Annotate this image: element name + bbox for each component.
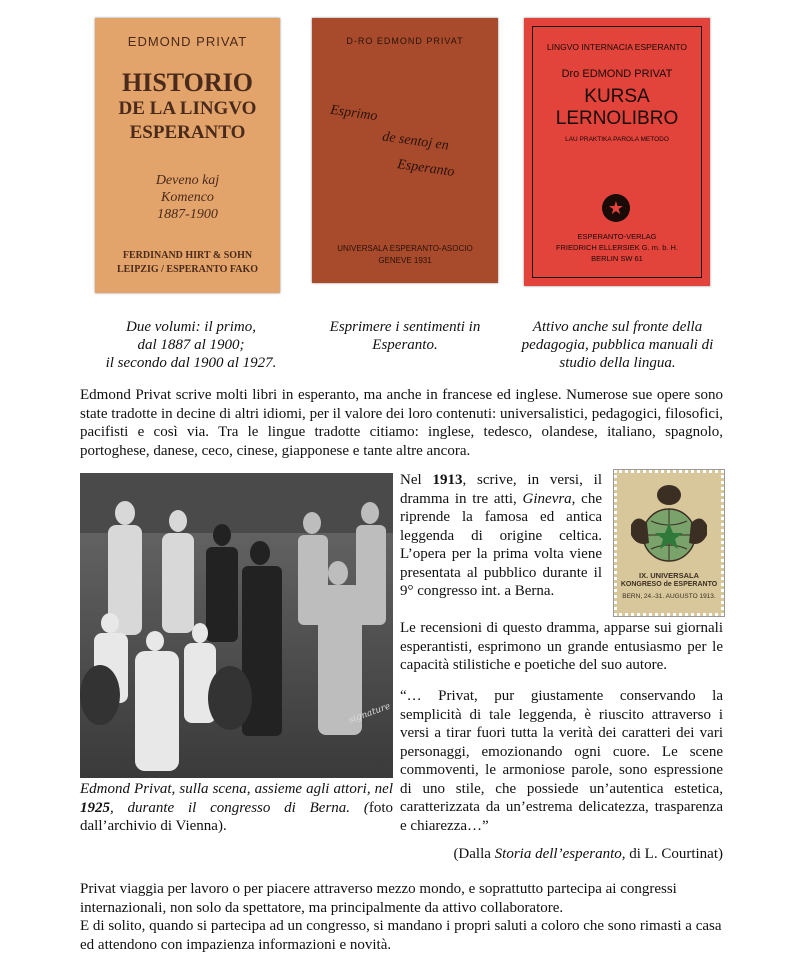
stamp-line: BERN, 24.-31. AUGUSTO 1913. [622,593,716,600]
book-title-line: HISTORIO [121,68,253,97]
photo-caption-credit: foto dall’archivio di Vienna). [80,799,393,834]
book-title-line: Esprimo [329,102,379,125]
book-subtitle: Komenco [161,190,214,205]
review-quote: “… Privat, pur giustamente conservando la semplicità di tale leggenda, è riuscito attraverso i versi a tirar fuori tutta la verità dei caratteri dei vari personaggi, emozionando ogni cuore. Le scene commoventi, le armoniose parole, sono espressione di uno stile, che possiede un’autentica estetica, caratterizzata da un’estrema delicatezza, trasparenza e chiarezza…” [400,688,723,834]
star-emblem-icon: ★ [602,194,630,222]
caption-book1 [80,318,302,372]
book-series: LINGVO INTERNACIA ESPERANTO [546,42,688,52]
book-cover-esprimo [312,18,498,283]
actors-photo-illustration [80,473,393,778]
outro-paragraph-1: Privat viaggia per lavoro o per piacere attraverso mezzo mondo, e soprattutto partecipa ai congressi internazionali, non solo da spettatore, ma principalmente da attivo collaboratore. [80,881,677,916]
book-publisher: ESPERANTO-VERLAG [577,232,657,241]
book-publisher: LEIPZIG / ESPERANTO FAKO [116,264,259,275]
photo-caption [80,780,393,836]
caption-line: Esprimere i sentimenti in [329,319,481,335]
quote-source [400,845,723,864]
intro-paragraph: Edmond Privat scrive molti libri in esperanto, ma anche in francese ed inglese. Numerose sue opere sono state tradotte in decine di altri idiomi, per il valore dei loro contenuti: universalistici, pedagogici, filosofici, pacifisti e così via. Tra le lingue tradotte citiamo: inglese, tedesco, olandese, italiano, spagnolo, portoghese, danese, ceco, cinese, giapponese e tante altre ancora. [80,387,723,459]
stamp-line: IX. UNIVERSALA [638,571,699,580]
photo-caption-text: Edmond Privat, sulla scena, assieme agli attori, nel [80,781,393,797]
stamp-line: KONGRESO de ESPERANTO [620,581,718,588]
book-method: LAU PRAKTIKA PAROLA METODO [565,136,669,143]
congress-stamp [614,470,724,616]
drama-text: , scrive, in versi, il dramma in tre atti, [400,472,602,507]
book-title-line: ESPERANTO [129,122,246,143]
book-title-line: KURSA [584,86,650,107]
caption-line: dal 1887 al 1900; [137,337,245,353]
book-publisher: GENEVE 1931 [378,256,432,265]
book-cover-kursa-lernolibro [524,18,710,286]
drama-paragraph-1 [400,471,602,601]
source-text: (Dalla [453,846,495,862]
book-cover-historio [95,18,280,293]
book-subtitle: Deveno kaj [155,173,220,188]
drama-year: 1913 [432,472,463,488]
book-publisher: UNIVERSALA ESPERANTO-ASOCIO [337,244,473,253]
photo-caption-text: , durante il congresso di Berna. ( [110,799,369,816]
caption-book2 [305,318,505,354]
drama-paragraph-2: Le recensioni di questo dramma, apparse sui giornali esperantisti, esprimono un grande entusiasmo per le capacità stilistiche e poetiche del suo autore. [400,620,723,673]
caption-line: il secondo dal 1900 al 1927. [105,355,277,371]
book-subtitle: 1887-1900 [157,207,218,222]
caption-line: Due volumi: il primo, [126,319,256,335]
caption-line: pedagogia, pubblica manuali di [521,337,714,353]
book-publisher: FRIEDRICH ELLERSIEK G. m. b. H. [555,243,679,252]
svg-text:signature: signature [347,701,392,726]
book-author: EDMOND PRIVAT [127,34,248,49]
photo-caption-year: 1925 [80,799,110,816]
book-title-line: de sentoj en [381,129,450,154]
book-author: D-RO EDMOND PRIVAT [346,36,464,46]
caption-line: Attivo anche sul fronte della [532,319,703,335]
book-title-line: Esperanto [396,157,456,180]
source-title: Storia dell’esperanto, [494,846,626,862]
book-publisher: BERLIN SW 61 [591,254,643,263]
book-title-line: LERNOLIBRO [555,108,679,129]
caption-line: studio della lingua. [559,355,676,371]
globe-hands-icon [617,473,721,613]
drama-title: Ginevra, [522,490,576,507]
book-author: Dro EDMOND PRIVAT [561,68,673,80]
stage-photo [80,473,393,778]
book-publisher: FERDINAND HIRT & SOHN [122,250,253,261]
drama-text: che riprende la famosa ed antica leggenda di origine celtica. L’opera per la prima volta viene presentata al pubblico durante il 9° congresso int. a Berna. [400,490,602,599]
source-text: di L. Courtinat) [625,846,723,862]
caption-line: Esperanto. [372,337,438,353]
caption-book3 [510,318,725,372]
outro-paragraph-2: E di solito, quando si partecipa ad un congresso, si mandano i propri saluti a coloro che sono rimasti a casa ed attendono con impazienza informazioni e novità. [80,918,722,953]
book-title-line: DE LA LINGVO [118,98,257,119]
drama-text: Nel [400,472,433,488]
